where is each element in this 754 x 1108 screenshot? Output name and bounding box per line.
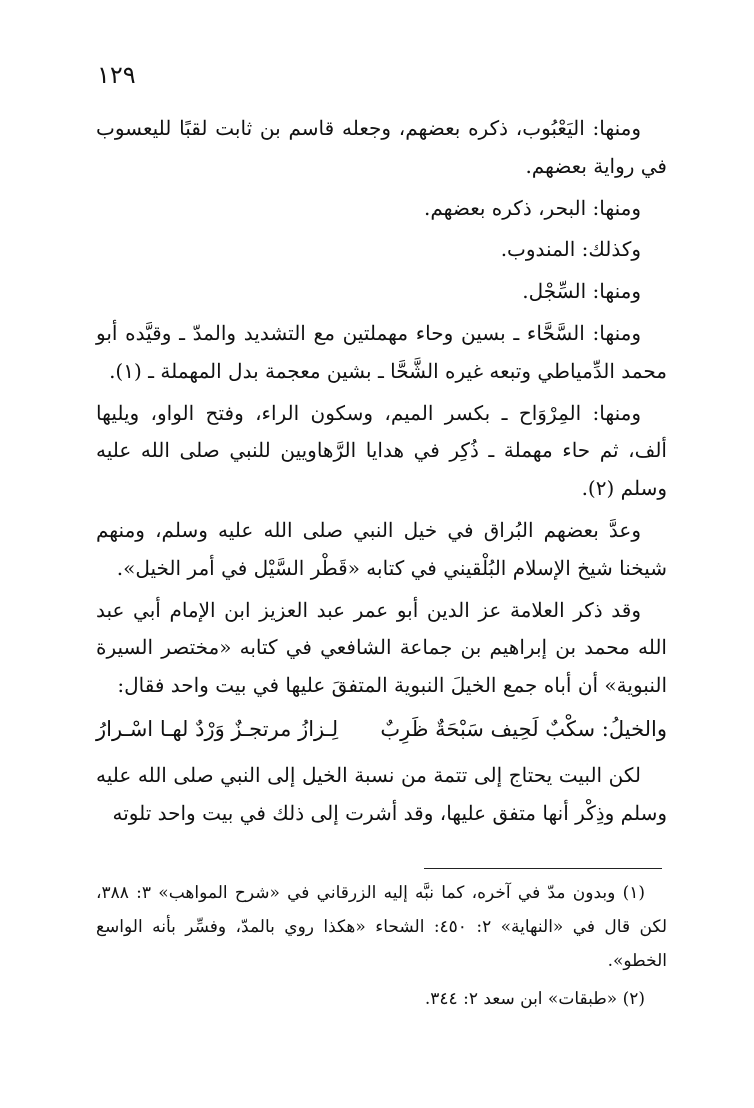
paragraph-buraq: وعدَّ بعضهم البُراق في خيل النبي صلى الله عليه وسلم، ومنهم شيخنا شيخ الإسلام البُلْقيني في كتابه «قَطْر السَّيْل في أمر الخيل». xyxy=(96,517,667,580)
paragraph-mirwah: ومنها: المِرْوَاح ـ بكسر الميم، وسكون الراء، وفتح الواو، ويليها ألف، ثم حاء مهملة ـ ذُكِر في هدايا الرَّهاويين للنبي صلى الله عليه وسلم (٢). xyxy=(96,400,667,501)
paragraph-ibn-jamaa: وقد ذكر العلامة عز الدين أبو عمر عبد العزيز ابن الإمام أبي عبد الله محمد بن إبراهيم بن جماعة الشافعي في كتابه «مختصر السيرة النبوية» أن أباه جمع الخيلَ النبوية المتفقَ عليها في بيت واحد فقال: xyxy=(96,597,667,698)
paragraph-sahha: ومنها: السَّحَّاء ـ بسين وحاء مهملتين مع التشديد والمدّ ـ وقيَّده أبو محمد الدِّمياطي وتبعه غيره الشَّحَّا ـ بشين معجمة بدل المهملة ـ (١). xyxy=(96,320,667,383)
page-number: ١٢٩ xyxy=(97,61,136,89)
paragraph-after-verse: لكن البيت يحتاج إلى تتمة من نسبة الخيل إلى النبي صلى الله عليه وسلم وذِكْر أنها متفق عليها، وقد أشرت إلى ذلك في بيت واحد تلوته xyxy=(96,762,667,825)
verse-first-hemistich: والخيلُ: سكْبٌ لَحِيف سَبْحَةٌ ظَرِبٌ xyxy=(380,716,667,741)
footnote-2: (٢) «طبقات» ابن سعد ٢: ٣٤٤. xyxy=(424,989,645,1009)
verse-line xyxy=(96,711,667,749)
paragraph-yabub: ومنها: اليَعْبُوب، ذكره بعضهم، وجعله قاسم بن ثابت لقبًا لليعسوب في رواية بعضهم. xyxy=(96,116,667,178)
paragraph-mandub: وكذلك: المندوب. xyxy=(500,237,641,262)
paragraph-bahr: ومنها: البحر، ذكره بعضهم. xyxy=(423,195,641,220)
verse-second-hemistich: لِـزازُ مرتجـزٌ وَرْدٌ لهـا اسْـرارُ xyxy=(96,716,339,741)
paragraph-sijl: ومنها: السِّجْل. xyxy=(522,279,641,304)
footnote-separator xyxy=(424,868,662,869)
footnote-1: (١) وبدون مدّ في آخره، كما نبَّه إليه الزرقاني في «شرح المواهب» ٣: ٣٨٨، لكن قال في «النهاية» ٢: ٤٥٠: الشحاء «هكذا روي بالمدّ، وفسِّر بأنه الواسع الخطو». xyxy=(96,883,667,971)
main-text xyxy=(96,110,667,836)
footnotes xyxy=(96,876,667,1020)
